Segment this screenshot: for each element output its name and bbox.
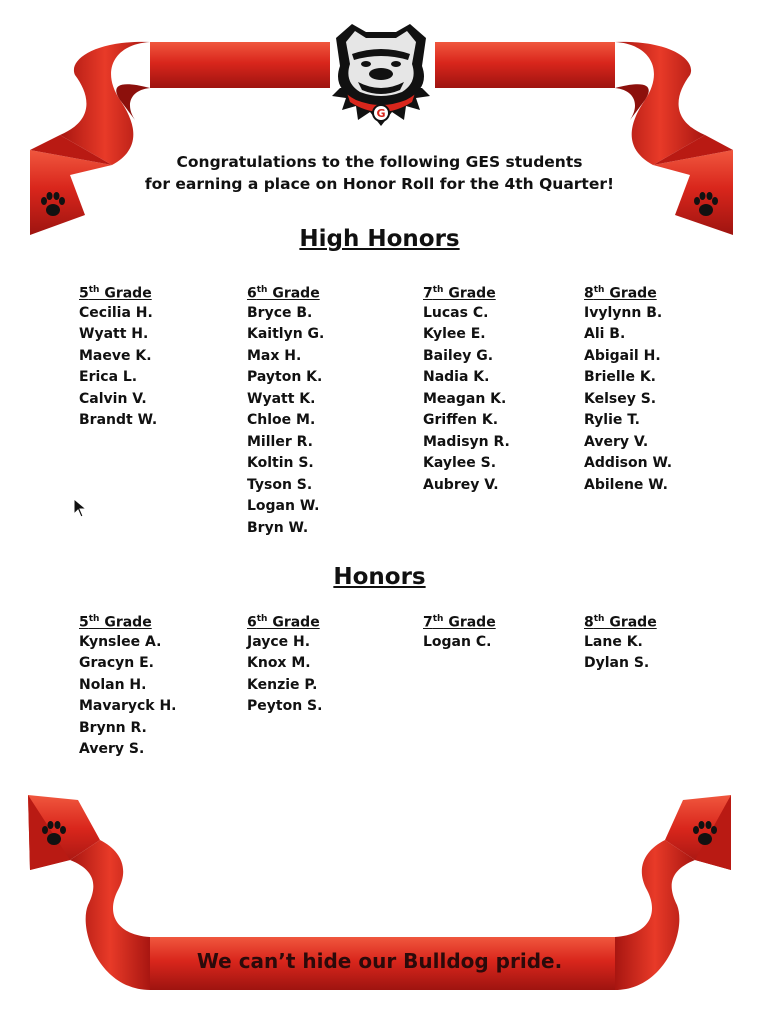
student-name: Logan C.: [423, 633, 492, 650]
bulldog-mascot-icon: [322, 18, 440, 133]
high-honors-8th-grade: [584, 285, 672, 496]
student-name: Chloe M.: [247, 412, 316, 429]
student-name: Bryn W.: [247, 519, 309, 536]
honors-6th-grade: [247, 614, 322, 718]
student-name: Abilene W.: [584, 476, 668, 493]
student-name: Aubrey V.: [423, 476, 499, 493]
grade-heading: 7th Grade: [423, 285, 496, 302]
student-name: Lucas C.: [423, 304, 489, 321]
student-name: Kelsey S.: [584, 390, 657, 407]
student-name: Dylan S.: [584, 655, 650, 672]
high-honors-7th-grade: [423, 285, 510, 496]
intro-line-1: Congratulations to the following GES students: [176, 153, 583, 171]
student-name: Brynn R.: [79, 719, 147, 736]
student-name: Peyton S.: [247, 698, 323, 715]
grade-heading: 6th Grade: [247, 285, 320, 302]
student-name: Nadia K.: [423, 369, 490, 386]
student-name: Nolan H.: [79, 676, 147, 693]
student-name: Abigail H.: [584, 347, 661, 364]
student-name: Griffen K.: [423, 412, 499, 429]
high-honors-6th-grade: [247, 285, 324, 539]
student-name: Payton K.: [247, 369, 323, 386]
student-name: Ivylynn B.: [584, 304, 663, 321]
student-name: Ali B.: [584, 326, 626, 343]
student-name: Maeve K.: [79, 347, 152, 364]
honors-7th-grade: [423, 614, 496, 653]
student-name: Gracyn E.: [79, 655, 154, 672]
intro-line-2: for earning a place on Honor Roll for the 4th Quarter!: [144, 175, 615, 193]
student-name: Calvin V.: [79, 390, 147, 407]
honors-title: Honors: [333, 564, 426, 590]
student-name: Tyson S.: [247, 476, 313, 493]
student-name: Koltin S.: [247, 455, 314, 472]
student-name: Brielle K.: [584, 369, 657, 386]
grade-heading: 5th Grade: [79, 614, 152, 631]
mouse-cursor-icon: [73, 498, 87, 518]
student-name: Kenzie P.: [247, 676, 318, 693]
student-name: Knox M.: [247, 655, 311, 672]
student-name: Madisyn R.: [423, 433, 510, 450]
student-name: Max H.: [247, 347, 302, 364]
svg-text:G: G: [376, 107, 386, 120]
footer-slogan: We can’t hide our Bulldog pride.: [196, 949, 563, 973]
student-name: Cecilia H.: [79, 304, 153, 321]
student-name: Bryce B.: [247, 304, 313, 321]
student-name: Brandt W.: [79, 412, 158, 429]
grade-heading: 8th Grade: [584, 285, 657, 302]
student-name: Wyatt H.: [79, 326, 149, 343]
student-name: Miller R.: [247, 433, 313, 450]
intro-text: [0, 151, 759, 195]
honors-8th-grade: [584, 614, 657, 675]
student-name: Erica L.: [79, 369, 138, 386]
student-name: Wyatt K.: [247, 390, 316, 407]
student-name: Lane K.: [584, 633, 643, 650]
student-name: Bailey G.: [423, 347, 494, 364]
grade-heading: 5th Grade: [79, 285, 152, 302]
high-honors-title: High Honors: [299, 226, 460, 252]
honors-5th-grade: [79, 614, 177, 761]
student-name: Kylee E.: [423, 326, 486, 343]
student-name: Logan W.: [247, 498, 320, 515]
student-name: Kaitlyn G.: [247, 326, 325, 343]
student-name: Kynslee A.: [79, 633, 162, 650]
grade-heading: 7th Grade: [423, 614, 496, 631]
student-name: Kaylee S.: [423, 455, 497, 472]
grade-heading: 8th Grade: [584, 614, 657, 631]
student-name: Addison W.: [584, 455, 673, 472]
grade-heading: 6th Grade: [247, 614, 320, 631]
student-name: Jayce H.: [247, 633, 311, 650]
student-name: Meagan K.: [423, 390, 507, 407]
high-honors-5th-grade: [79, 285, 157, 432]
student-name: Rylie T.: [584, 412, 640, 429]
student-name: Avery S.: [79, 741, 145, 758]
student-name: Avery V.: [584, 433, 649, 450]
student-name: Mavaryck H.: [79, 698, 177, 715]
